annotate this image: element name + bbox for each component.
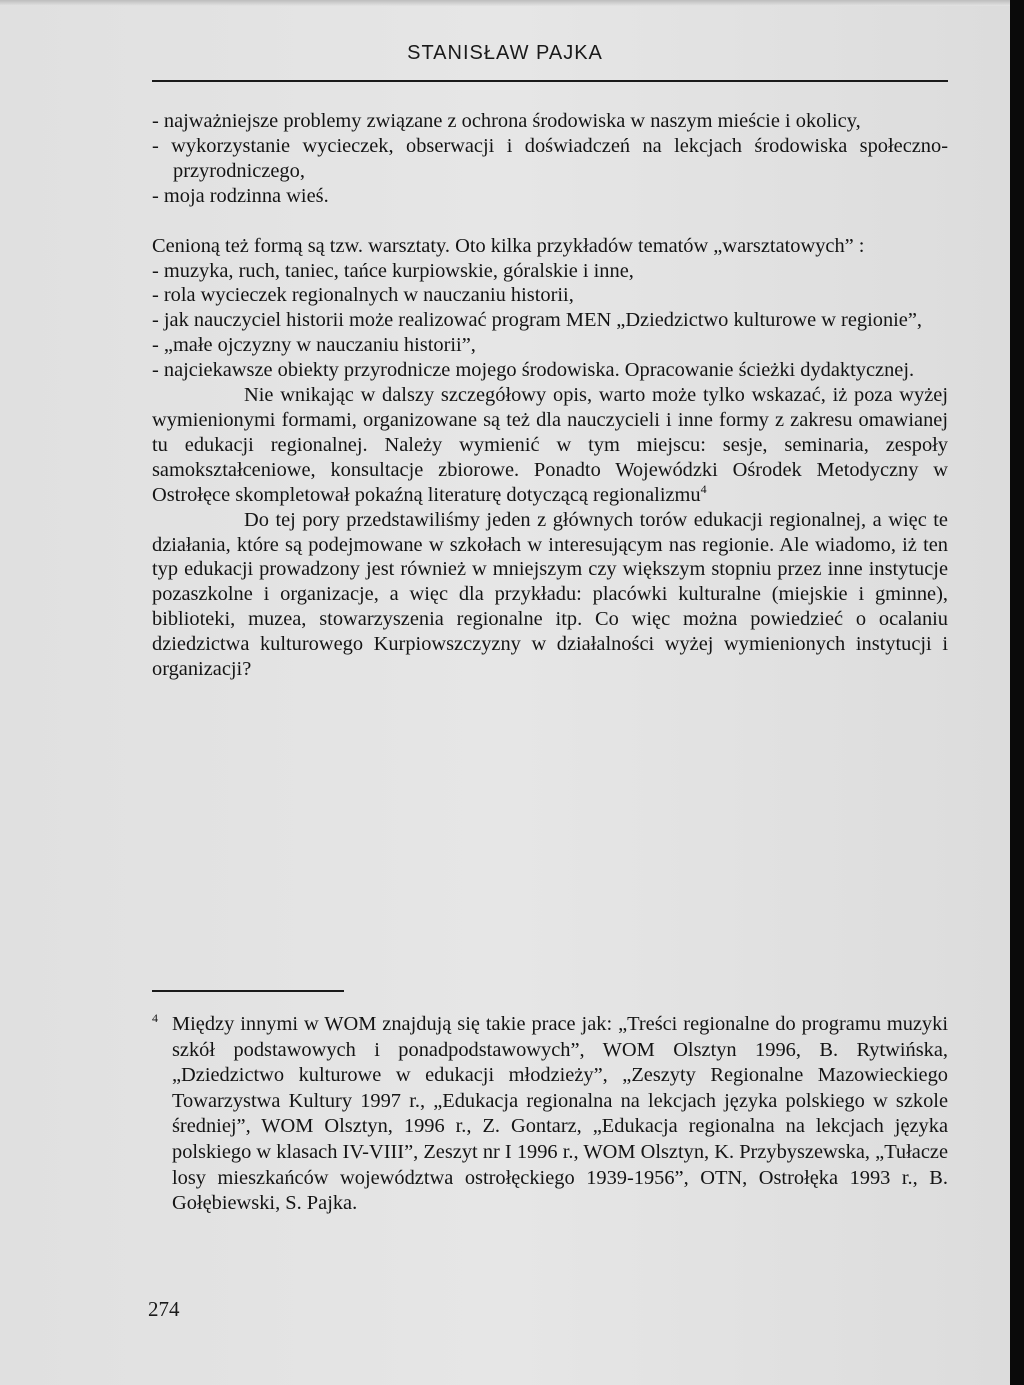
paragraph-gap [152, 209, 948, 234]
page-top-edge [0, 0, 1010, 6]
workshops-intro: Cenioną też formą są tzw. warsztaty. Oto kilka przykładów tematów „warsztatowych” : [152, 234, 865, 257]
footnote-text: Między innymi w WOM znajdują się takie prace jak: „Treści regionalne do programu muzyki szkół podstawowych i ponadpodstawowych”, WOM Olsztyn 1996, B. Rytwińska, „Dziedzictwo kulturowe w edukacji młodzieży”, „Zeszyty Regionalne Mazowieckiego Towarzystwa Kultury 1997 r., „Edukacja regionalna na lekcjach języka polskiego w szkole średniej”, WOM Olsztyn, 1996 r., Z. Gontarz, „Edukacja regionalna na lekcjach języka polskiego w klasach IV-VIII”, Zeszyt nr I 1996 r., WOM Olsztyn, K. Przybyszewska, „Tułacze losy mieszkańców województwa ostrołęckiego 1939-1956”, OTN, Ostrołęka 1993 r., B. Gołębiewski, S. Pajka. [172, 1013, 948, 1215]
footnote-reference: 4 [700, 481, 707, 496]
list-item: - muzyka, ruch, taniec, tańce kurpiowskie, góralskie i inne, [152, 259, 634, 282]
list-item: - rola wycieczek regionalnych w nauczaniu historii, [152, 284, 574, 307]
header-rule [152, 80, 948, 82]
paragraph-text: Nie wnikając w dalszy szczegółowy opis, warto może tylko wskazać, iż poza wyżej wymienionymi formami, organizowane są też dla nauczycieli i inne formy z zakresu omawianej tu edukacji regionalnej. Należy wymienić w tym miejscu: sesje, seminaria, zespoły samokształceniowe, konsultacje zbiorowe. Ponadto Wojewódzki Ośrodek Metodyczny w Ostrołęce skompletował pokaźną literaturę dotyczącą regionalizmu [152, 384, 948, 506]
footnote-mark: 4 [152, 1011, 158, 1025]
list-item: - jak nauczyciel historii może realizować program MEN „Dziedzictwo kulturowe w regionie”, [152, 309, 923, 332]
list-item: - moja rodzinna wieś. [152, 184, 329, 207]
main-text [152, 109, 948, 682]
list-item: - wykorzystanie wycieczek, obserwacji i doświadczeń na lekcjach środowiska społeczno-przyrodniczego, [152, 134, 948, 182]
paragraph: Do tej pory przedstawiliśmy jeden z głównych torów edukacji regionalnej, a więc te działania, które są podejmowane w szkołach w interesującym nas regionie. Ale wiadomo, iż ten typ edukacji prowadzony jest również w mniejszym czy większym stopniu przez inne instytucje pozaszkolne i organizacje, a więc dla przykładu: placówki kulturalne (miejskie i gminne), biblioteki, muzea, stowarzyszenia regionalne itp. Co więc można powiedzieć o ocalaniu dziedzictwa kulturowego Kurpiowszczyzny w działalności wyżej wymienionych instytucji i organizacji? [152, 508, 948, 681]
page-number: 274 [148, 1297, 180, 1321]
book-spine-shadow [1010, 0, 1024, 1385]
paragraph [152, 383, 948, 508]
footnote-rule [152, 990, 344, 992]
footnote [152, 1012, 948, 1217]
list-item: - najciekawsze obiekty przyrodnicze mojego środowiska. Opracowanie ścieżki dydaktycznej. [152, 359, 915, 382]
list-item: - „małe ojczyzny w nauczaniu historii”, [152, 334, 476, 357]
list-item: - najważniejsze problemy związane z ochrona środowiska w naszym mieście i okolicy, [152, 110, 861, 132]
running-header: STANISŁAW PAJKA [407, 42, 603, 64]
